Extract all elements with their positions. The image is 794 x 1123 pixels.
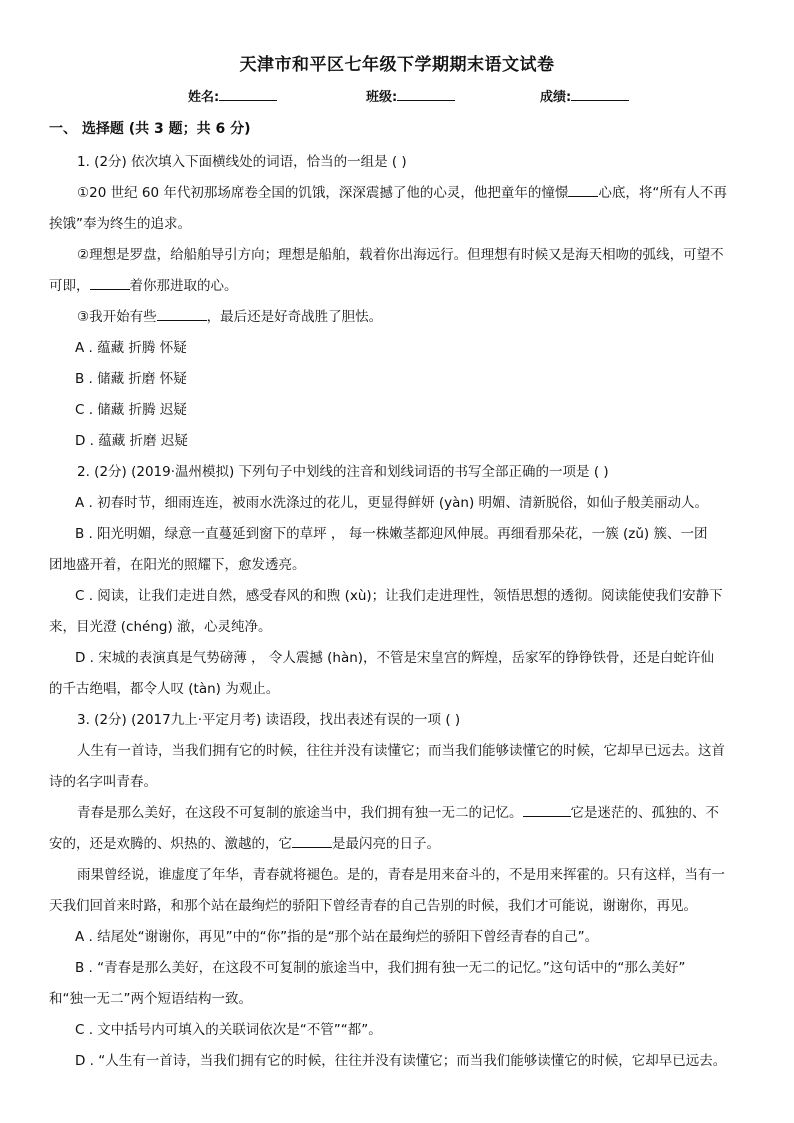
questions-body [49, 147, 749, 1077]
q3-option-b-cont: 和“独一无二”两个短语结构一致。 [49, 991, 252, 1007]
q2-stem: 2. (2分) (2019·温州模拟) 下列句子中划线的注音和划线词语的书写全部正确的一项是 ( ) [77, 464, 609, 480]
class-field [366, 86, 455, 105]
student-info-row [0, 86, 794, 106]
q3-passage-1: 人生有一首诗，当我们拥有它的时候，往往并没有读懂它；而当我们能够读懂它的时候，它却早已远去。这首 [77, 743, 725, 759]
name-label: 姓名: [188, 90, 220, 105]
q2-option-a[interactable]: A . 初春时节，细雨连连，被雨水洗涤过的花儿，更显得鲜妍 (yàn) 明媚、清新脱俗，如仙子般美丽动人。 [75, 495, 709, 511]
q3-passage-3-cont: 天我们回首来时路，和那个站在最绚烂的骄阳下曾经青春的自己告别的时候，我们才可能说，谢谢你，再见。 [49, 898, 697, 914]
q1-option-a[interactable]: A . 蕴藏 折腾 怀疑 [75, 340, 187, 356]
q2-option-b-cont: 团地盛开着，在阳光的照耀下，愈发透亮。 [49, 557, 306, 573]
q1-sentence-2-cont: 可即， 着你那进取的心。 [49, 271, 749, 302]
q1-option-b[interactable]: B . 储藏 折磨 怀疑 [75, 371, 187, 387]
q3-option-d[interactable]: D . “人生有一首诗，当我们拥有它的时候，往往并没有读懂它；而当我们能够读懂它的时候，它却早已远去。 [75, 1053, 727, 1069]
q3-passage-1-cont: 诗的名字叫青春。 [49, 774, 157, 790]
section-heading: 一、 选择题 (共 3 题；共 6 分) [49, 121, 251, 137]
q3-option-a[interactable]: A . 结尾处“谢谢你，再见”中的“你”指的是“那个站在最绚烂的骄阳下曾经青春的自己”。 [75, 929, 599, 945]
blank-3 [157, 306, 207, 321]
q1-sentence-1: ①20 世纪 60 年代初那场席卷全国的饥饿，深深震撼了他的心灵，他把童年的憧憬 心底，将“所有人不再 [49, 178, 749, 209]
page-title: 天津市和平区七年级下学期期末语文试卷 [239, 55, 555, 75]
q1-sentence-3: ③我开始有些 ，最后还是好奇战胜了胆怯。 [49, 302, 749, 333]
blank-2 [90, 275, 130, 290]
q2-option-d-cont: 的千古绝唱，都令人叹 (tàn) 为观止。 [49, 681, 280, 697]
q2-option-c-cont: 来，目光澄 (chéng) 澈，心灵纯净。 [49, 619, 272, 635]
q3-passage-3: 雨果曾经说，谁虚度了年华，青春就将褪色。是的，青春是用来奋斗的，不是用来挥霍的。只有这样，当有一 [77, 867, 725, 883]
q3-option-b[interactable]: B . “青春是那么美好，在这段不可复制的旅途当中，我们拥有独一无二的记忆。”这句话中的“那么美好” [75, 960, 686, 976]
q1-stem: 1. (2分) 依次填入下面横线处的词语，恰当的一组是 ( ) [77, 154, 407, 170]
q3-stem: 3. (2分) (2017九上·平定月考) 读语段，找出表述有误的一项 ( ) [77, 712, 461, 728]
q2-option-c[interactable]: C . 阅读，让我们走进自然，感受春风的和煦 (xù)；让我们走进理性，领悟思想的透彻。阅读能使我们安静下 [75, 588, 723, 604]
q1-sentence-2: ②理想是罗盘，给船舶导引方向；理想是船舶，载着你出海远行。但理想有时候又是海天相吻的弧线，可望不 [77, 247, 724, 263]
q1-sentence-1-cont: 挨饿”奉为终生的追求。 [49, 216, 191, 232]
q3-passage-2-cont: 安的，还是欢腾的、炽热的、激越的，它 是最闪亮的日子。 [49, 829, 749, 860]
class-blank [397, 88, 455, 101]
blank-1 [568, 182, 598, 197]
score-label: 成绩: [540, 90, 572, 105]
blank-4 [523, 802, 571, 817]
q3-passage-2: 青春是那么美好，在这段不可复制的旅途当中，我们拥有独一无二的记忆。 它是迷茫的、孤独的、不 [49, 798, 749, 829]
q3-option-c[interactable]: C . 文中括号内可填入的关联词依次是“不管”“都”。 [75, 1022, 382, 1038]
q2-option-d[interactable]: D . 宋城的表演真是气势磅薄 ， 令人震撼 (hàn)，不管是宋皇宫的辉煌，岳家军的铮铮铁骨，还是白蛇许仙 [75, 650, 715, 666]
score-field [540, 86, 629, 105]
q2-option-b[interactable]: B . 阳光明媚，绿意一直蔓延到窗下的草坪 ， 每一株嫩茎都迎风伸展。再细看那朵花，一簇 (zǔ) 簇、一团 [75, 526, 708, 542]
name-blank [219, 88, 277, 101]
name-field [188, 86, 277, 105]
class-label: 班级: [366, 90, 398, 105]
q1-option-d[interactable]: D . 蕴藏 折磨 迟疑 [75, 433, 188, 449]
q1-option-c[interactable]: C . 储藏 折腾 迟疑 [75, 402, 187, 418]
blank-5 [292, 833, 332, 848]
score-blank [571, 88, 629, 101]
